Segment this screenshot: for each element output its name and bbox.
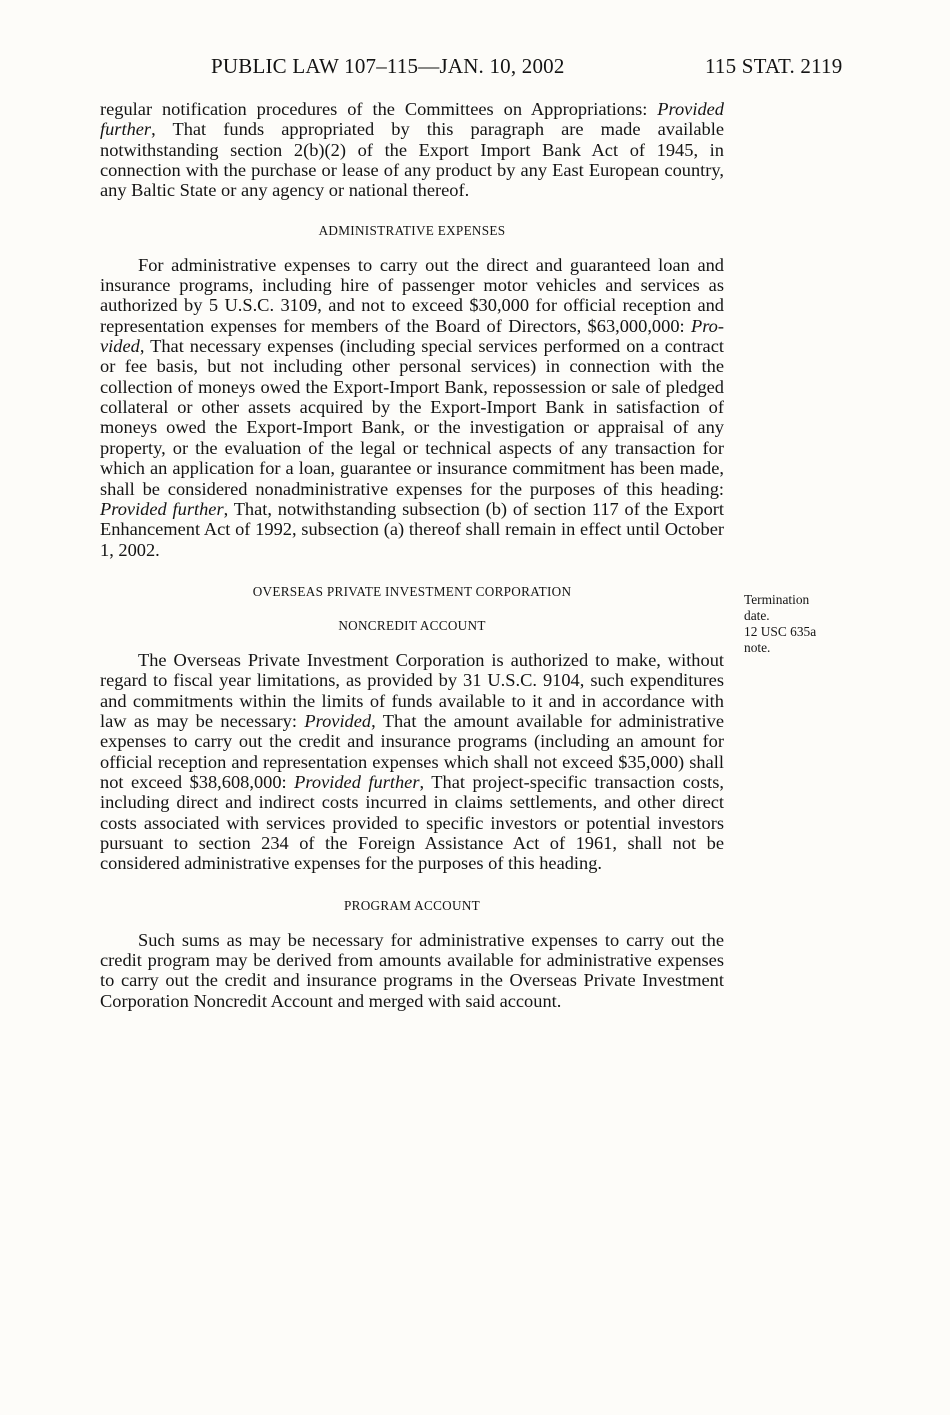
paragraph-program-account: [100, 930, 724, 1011]
text-run: , That funds appropriated by this paragraph are made available notwithstanding section 2(b)(2) of the Export Import Bank Act of 1945, in connection with the purchase or lease of any product by any East European country, any Baltic State or any agency or national thereof.: [100, 119, 724, 201]
running-header: [0, 54, 950, 84]
italic-proviso: Provided: [100, 315, 724, 357]
text-run: , That necessary expenses (including special services performed on a contract or fee basis, but not including other personal services) in connection with the collection of moneys owed the Export-Import Bank, repossession or sale of pledged collateral or other assets acquired by the Export-Import Bank in satisfaction of moneys owed the Export-Import Bank, or the investigation or appraisal of any property, or the evaluation of the legal or technical aspects of any transaction for which an application for a loan, guarantee or insurance commitment has been made, shall be considered nonadministrative expenses for the purposes of this heading:: [100, 336, 724, 499]
paragraph-administrative-expenses: [100, 255, 724, 560]
margin-note-line: 12 USC 635a: [744, 624, 817, 639]
margin-note-termination-date: [744, 592, 854, 656]
italic-proviso: Provided further: [100, 498, 224, 519]
margin-note-line: note.: [744, 640, 771, 655]
heading-administrative-expenses: ADMINISTRATIVE EXPENSES: [318, 222, 506, 238]
margin-note-line: Termination: [744, 592, 810, 607]
header-title: PUBLIC LAW 107–115—JAN. 10, 2002: [211, 54, 565, 78]
italic-proviso: Provided further: [294, 771, 420, 792]
heading-program-account: PROGRAM ACCOUNT: [343, 897, 481, 913]
header-stat-page: 115 STAT. 2119: [705, 54, 843, 78]
text-run: Such sums as may be necessary for administrative expenses to carry out the credit program may be derived from amounts available for administrative expenses to carry out the credit and insurance programs in the Overseas Private Investment Corporation Noncredit Account and merged with said account.: [100, 929, 724, 1011]
paragraph-intro: [100, 99, 724, 201]
italic-proviso: Provided: [304, 710, 372, 731]
heading-overseas-private-investment-corporation: OVERSEAS PRIVATE INVESTMENT CORPORATION: [252, 583, 572, 599]
text-run: , That the amount available for administrative expenses to carry out the credit and insurance programs (including an amount for official reception and representation expenses which shall not exceed $35,000) shall not exceed $38,608,000:: [100, 710, 724, 792]
heading-noncredit-account: NONCREDIT ACCOUNT: [338, 617, 486, 633]
italic-proviso: Provided further: [100, 99, 724, 140]
text-run: , That, notwithstanding subsection (b) of section 117 of the Export Enhancement Act of 1992, subsection (a) thereof shall remain in effect until October 1, 2002.: [100, 498, 724, 560]
text-run: , That project-specific transaction costs, including direct and indirect costs incurred in claims settlements, and other direct costs associated with services provided to specific investors or potential investors pursuant to section 234 of the Foreign Assistance Act of 1961, shall not be considered administrative expenses for the purposes of this heading.: [100, 771, 724, 874]
body-text: [100, 99, 724, 1011]
margin-note-line: date.: [744, 608, 770, 623]
paragraph-noncredit-account: [100, 650, 724, 874]
text-run: regular notification procedures of the Committees on Appropriations:: [100, 99, 658, 119]
text-run: For administrative expenses to carry out the direct and guaranteed loan and insurance programs, including hire of passenger motor vehicles and services as authorized by 5 U.S.C. 3109, and not to exceed $30,000 for official reception and representation expenses for members of the Board of Directors, $63,000,000:: [100, 254, 724, 336]
text-run: The Overseas Private Investment Corporation is authorized to make, without regard to fiscal year limitations, as provided by 31 U.S.C. 9104, such expenditures and commitments within the limits of funds available to it and in accordance with law as may be necessary:: [100, 649, 724, 731]
